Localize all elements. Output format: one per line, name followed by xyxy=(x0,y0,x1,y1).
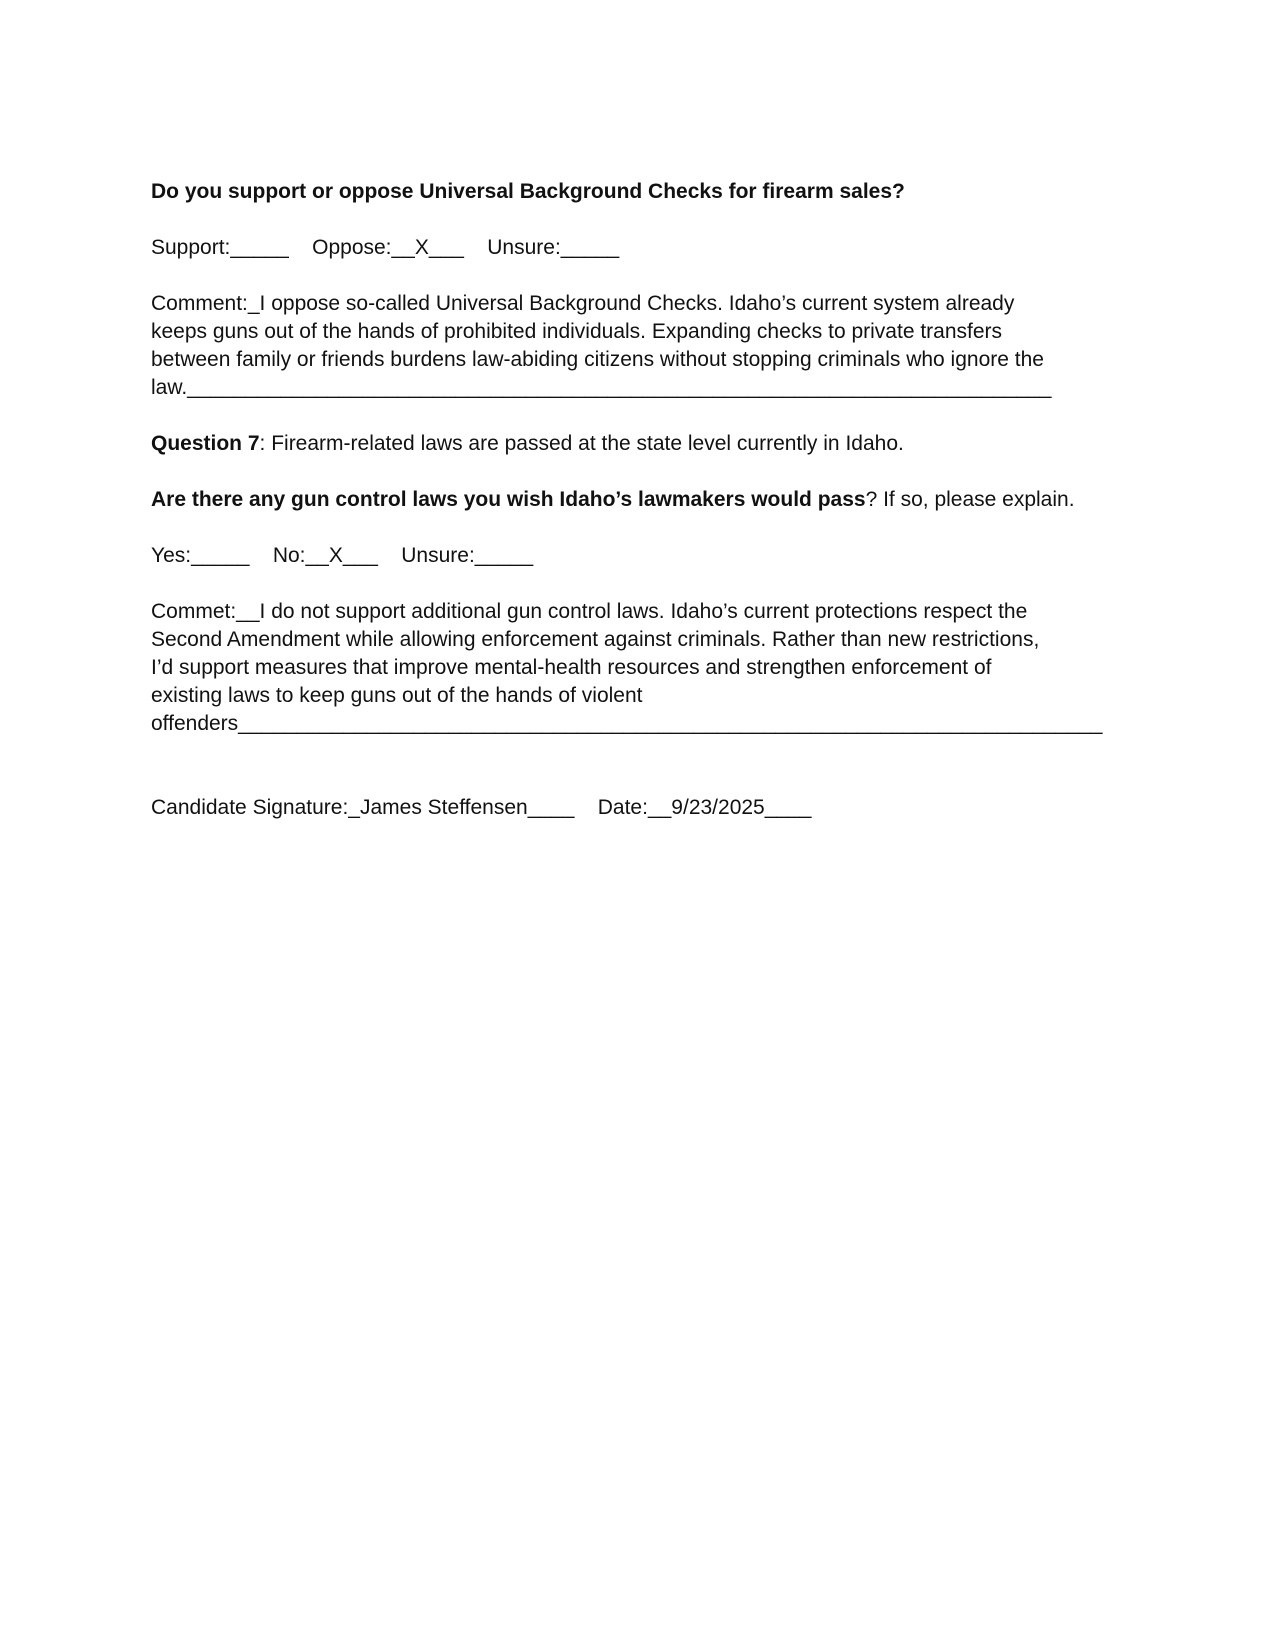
question-7-comment-line: Second Amendment while allowing enforcement against criminals. Rather than new restrictions, xyxy=(151,628,1040,651)
ubc-answer-options: Support:_____ Oppose:__X___ Unsure:_____ xyxy=(151,236,620,259)
ubc-comment xyxy=(151,290,1131,402)
question-7-answer-options: Yes:_____ No:__X___ Unsure:_____ xyxy=(151,544,534,567)
ubc-comment-line: law.__________________________________________________________________________ xyxy=(151,376,1052,399)
question-7-prompt-bold: Are there any gun control laws you wish Idaho’s lawmakers would pass xyxy=(151,488,866,511)
question-7-comment-line: I’d support measures that improve mental-health resources and strengthen enforcement of xyxy=(151,656,992,679)
questionnaire-page xyxy=(151,178,1131,822)
question-7-comment-line: existing laws to keep guns out of the hands of violent xyxy=(151,684,643,707)
question-7-comment-line: Commet:__I do not support additional gun control laws. Idaho’s current protections respect the xyxy=(151,600,1028,623)
question-7-statement-text: : Firearm-related laws are passed at the state level currently in Idaho. xyxy=(259,432,904,455)
question-7-statement xyxy=(151,430,1131,458)
signature-date-line: Candidate Signature:_James Steffensen____ Date:__9/23/2025____ xyxy=(151,796,812,819)
ubc-comment-line: keeps guns out of the hands of prohibited individuals. Expanding checks to private transfers xyxy=(151,320,1003,343)
question-7-label: Question 7 xyxy=(151,432,260,455)
ubc-comment-line: between family or friends burdens law-abiding citizens without stopping criminals who ignore the xyxy=(151,348,1044,371)
ubc-comment-line: Comment:_I oppose so-called Universal Background Checks. Idaho’s current system already xyxy=(151,292,1015,315)
question-7-prompt xyxy=(151,486,1131,514)
question-7-comment-line: offenders__________________________________________________________________________ xyxy=(151,712,1103,735)
question-7-comment xyxy=(151,598,1131,738)
question-7-prompt-rest: ? If so, please explain. xyxy=(865,488,1075,511)
ubc-question-title: Do you support or oppose Universal Background Checks for firearm sales? xyxy=(151,180,905,203)
